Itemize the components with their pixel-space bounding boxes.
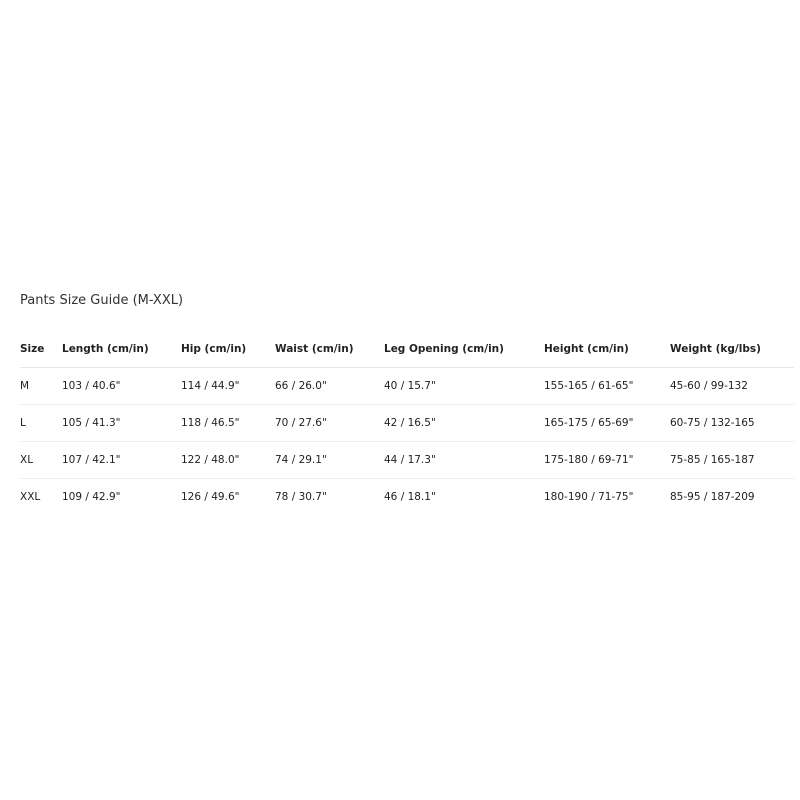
cell-leg-opening: 44 / 17.3" — [384, 442, 544, 479]
header-leg-opening: Leg Opening (cm/in) — [384, 331, 544, 368]
header-height: Height (cm/in) — [544, 331, 670, 368]
cell-height: 180-190 / 71-75" — [544, 491, 634, 503]
header-size: Size — [20, 331, 62, 368]
table-row — [20, 442, 794, 479]
cell-hip: 114 / 44.9" — [181, 368, 275, 405]
cell-weight: 45-60 / 99-132 — [670, 368, 794, 405]
size-guide-title: Pants Size Guide (M-XXL) — [20, 293, 184, 308]
header-weight: Weight (kg/lbs) — [670, 331, 794, 368]
cell-leg-opening: 40 / 15.7" — [384, 368, 544, 405]
cell-length: 107 / 42.1" — [62, 442, 181, 479]
table-row — [20, 405, 794, 442]
header-length: Length (cm/in) — [62, 331, 181, 368]
size-table — [20, 331, 794, 515]
cell-hip: 126 / 49.6" — [181, 491, 240, 503]
cell-size: L — [20, 405, 62, 442]
table-header-row — [20, 331, 794, 368]
cell-weight: 60-75 / 132-165 — [670, 405, 794, 442]
cell-leg-opening: 46 / 18.1" — [384, 491, 436, 503]
cell-length: 109 / 42.9" — [62, 491, 121, 503]
cell-height: 175-180 / 69-71" — [544, 442, 670, 479]
cell-hip: 122 / 48.0" — [181, 442, 275, 479]
cell-size: M — [20, 368, 62, 405]
size-guide — [20, 292, 794, 515]
cell-waist: 78 / 30.7" — [275, 491, 327, 503]
cell-weight: 75-85 / 165-187 — [670, 442, 794, 479]
cell-waist: 74 / 29.1" — [275, 442, 384, 479]
cell-waist: 66 / 26.0" — [275, 368, 384, 405]
cell-hip: 118 / 46.5" — [181, 405, 275, 442]
cell-length: 103 / 40.6" — [62, 368, 181, 405]
header-hip: Hip (cm/in) — [181, 331, 275, 368]
cell-height: 165-175 / 65-69" — [544, 405, 670, 442]
cell-size: XXL — [20, 491, 41, 503]
cell-height: 155-165 / 61-65" — [544, 368, 670, 405]
cell-leg-opening: 42 / 16.5" — [384, 405, 544, 442]
table-row — [20, 479, 794, 516]
cell-waist: 70 / 27.6" — [275, 405, 384, 442]
cell-weight: 85-95 / 187-209 — [670, 491, 755, 503]
table-row — [20, 368, 794, 405]
cell-length: 105 / 41.3" — [62, 405, 181, 442]
header-waist: Waist (cm/in) — [275, 331, 384, 368]
cell-size: XL — [20, 442, 62, 479]
